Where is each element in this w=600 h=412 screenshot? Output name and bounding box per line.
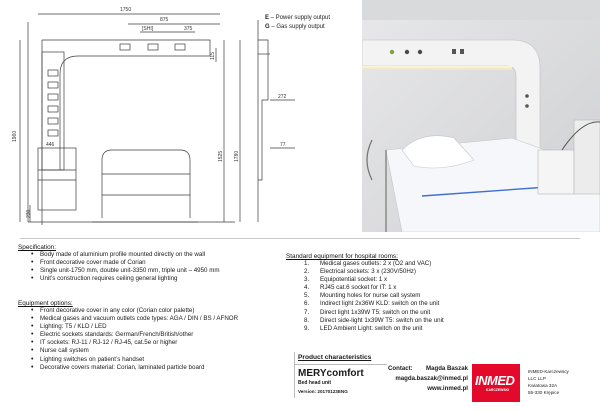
dim-label: 77	[280, 142, 286, 148]
item-number: 5.	[304, 292, 310, 300]
list-item: • IT sockets: RJ-11 / RJ-12 / RJ-45, cat.5e or higher	[40, 339, 288, 347]
item-text: Direct light 1x39W T5: switch on the unit	[320, 308, 431, 316]
item-text: LED Ambient Light: switch on the unit	[320, 324, 423, 332]
dim-label: 375	[184, 26, 193, 32]
contact-website[interactable]: www.inmed.pl	[427, 385, 468, 392]
dim-label: [SHI]	[142, 26, 154, 32]
item-text: Indirect light 2x36W KLD: switch on the unit	[320, 300, 440, 308]
standard-equipment-section	[286, 253, 586, 333]
standard-equipment-heading: Standard equipment for hospital rooms:	[286, 253, 398, 260]
item-number: 9.	[304, 324, 310, 332]
legend-text: – Power supply output	[269, 15, 331, 21]
item-text: Medical gases outlets: 2 x (O2 and VAC)	[320, 260, 432, 267]
legend-key: E	[265, 15, 270, 21]
dim-label: 1525	[218, 150, 224, 162]
product-version: Version: 20170123ENG	[298, 389, 348, 394]
list-item	[304, 268, 586, 276]
address-line: Kwiatowa 32A	[528, 383, 558, 388]
address-line: INMED-Karczewscy	[528, 369, 569, 374]
list-item	[304, 309, 586, 317]
list-item: • Single unit-1750 mm, double unit-3350 mm, triple unit – 4950 mm	[40, 267, 288, 275]
item-number: 1.	[304, 260, 310, 267]
legend-key: G	[265, 24, 270, 30]
list-item	[304, 325, 586, 333]
equipment-options-heading: Equipment options:	[18, 300, 73, 307]
list-item	[304, 260, 586, 268]
list-item: • Nurse call system	[40, 347, 288, 355]
list-item	[304, 317, 586, 325]
legend-text: – Gas supply output	[269, 24, 325, 30]
list-item	[304, 292, 586, 300]
item-number: 3.	[304, 276, 310, 284]
item-text: Electrical sockets: 3 x (230V/50Hz)	[320, 268, 416, 276]
contact-person: Magda Baszak	[426, 365, 468, 372]
contact-block	[388, 364, 468, 394]
item-number: 6.	[304, 300, 310, 308]
specification-section	[18, 244, 288, 283]
list-item: • Electric sockets standards: German/French/British/other	[40, 331, 288, 339]
list-item: • Front decorative cover in any color (Corian color palette)	[40, 307, 288, 315]
list-item: • Decorative covers material: Corian, laminated particle board	[40, 364, 288, 372]
list-item	[304, 300, 586, 308]
product-characteristics	[294, 352, 387, 398]
dim-label: 446	[46, 142, 55, 148]
product-name: MERYcomfort	[298, 368, 364, 379]
room-illustration	[362, 0, 600, 232]
dim-label: 1750	[120, 7, 132, 13]
contact-label: Contact:	[388, 365, 413, 372]
dim-label: 230	[26, 209, 32, 218]
legend-power	[265, 14, 360, 23]
equipment-options-section	[18, 300, 288, 372]
item-text: RJ45 cat.6 socket for IT: 1 x	[320, 284, 397, 292]
item-number: 7.	[304, 308, 310, 316]
product-heading: Product characteristics	[298, 354, 372, 361]
list-item	[304, 284, 586, 292]
list-item	[304, 276, 586, 284]
contact-row	[388, 364, 468, 374]
equipment-options-list	[18, 307, 288, 372]
list-item: • Front decorative cover made of Corian	[40, 259, 288, 267]
product-subtitle: Bed head unit	[298, 380, 332, 386]
dim-label: 272	[278, 94, 287, 100]
dim-label: 1960	[12, 130, 18, 142]
technical-drawing	[0, 0, 355, 232]
product-photo	[362, 0, 600, 232]
list-item: • Medical gases and vacuum outlets code types: AGA / DIN / BS / AFNOR	[40, 315, 288, 323]
specification-heading: Specification:	[18, 244, 57, 251]
standard-equipment-list	[286, 260, 586, 333]
item-text: Equipotential socket: 1 x	[320, 276, 388, 284]
item-number: 2.	[304, 268, 310, 276]
dim-label: 1780	[234, 150, 240, 162]
dim-label: 875	[160, 17, 169, 23]
item-number: 8.	[304, 316, 310, 324]
logo-subtext: KARCZEWSKI	[486, 388, 509, 392]
item-text: Direct side-light 1x39W T5: switch on the unit	[320, 316, 444, 324]
address-line: LLC LLP	[528, 376, 546, 381]
logo-word: INMED	[475, 373, 515, 388]
list-item: • Lighting switches on patient’s handset	[40, 356, 288, 364]
list-item: • Unit’s construction requires ceiling general lighting	[40, 275, 288, 283]
drawing-svg	[0, 0, 355, 232]
drawing-legend	[265, 14, 360, 32]
specification-list	[18, 251, 288, 283]
inmed-logo	[472, 364, 520, 402]
address-line: 55-330 Krępice	[528, 390, 560, 395]
company-address	[528, 368, 598, 396]
list-item: • Lighting: T5 / KLD / LED	[40, 323, 288, 331]
legend-gas	[265, 23, 360, 32]
item-number: 4.	[304, 284, 310, 292]
divider	[20, 238, 580, 239]
item-text: Mounting holes for nurse call system	[320, 292, 421, 300]
list-item: • Body made of aluminium profile mounted directly on the wall	[40, 251, 288, 259]
contact-email[interactable]: magda.baszak@inmed.pl	[395, 375, 468, 382]
dim-label: 115	[210, 52, 216, 60]
